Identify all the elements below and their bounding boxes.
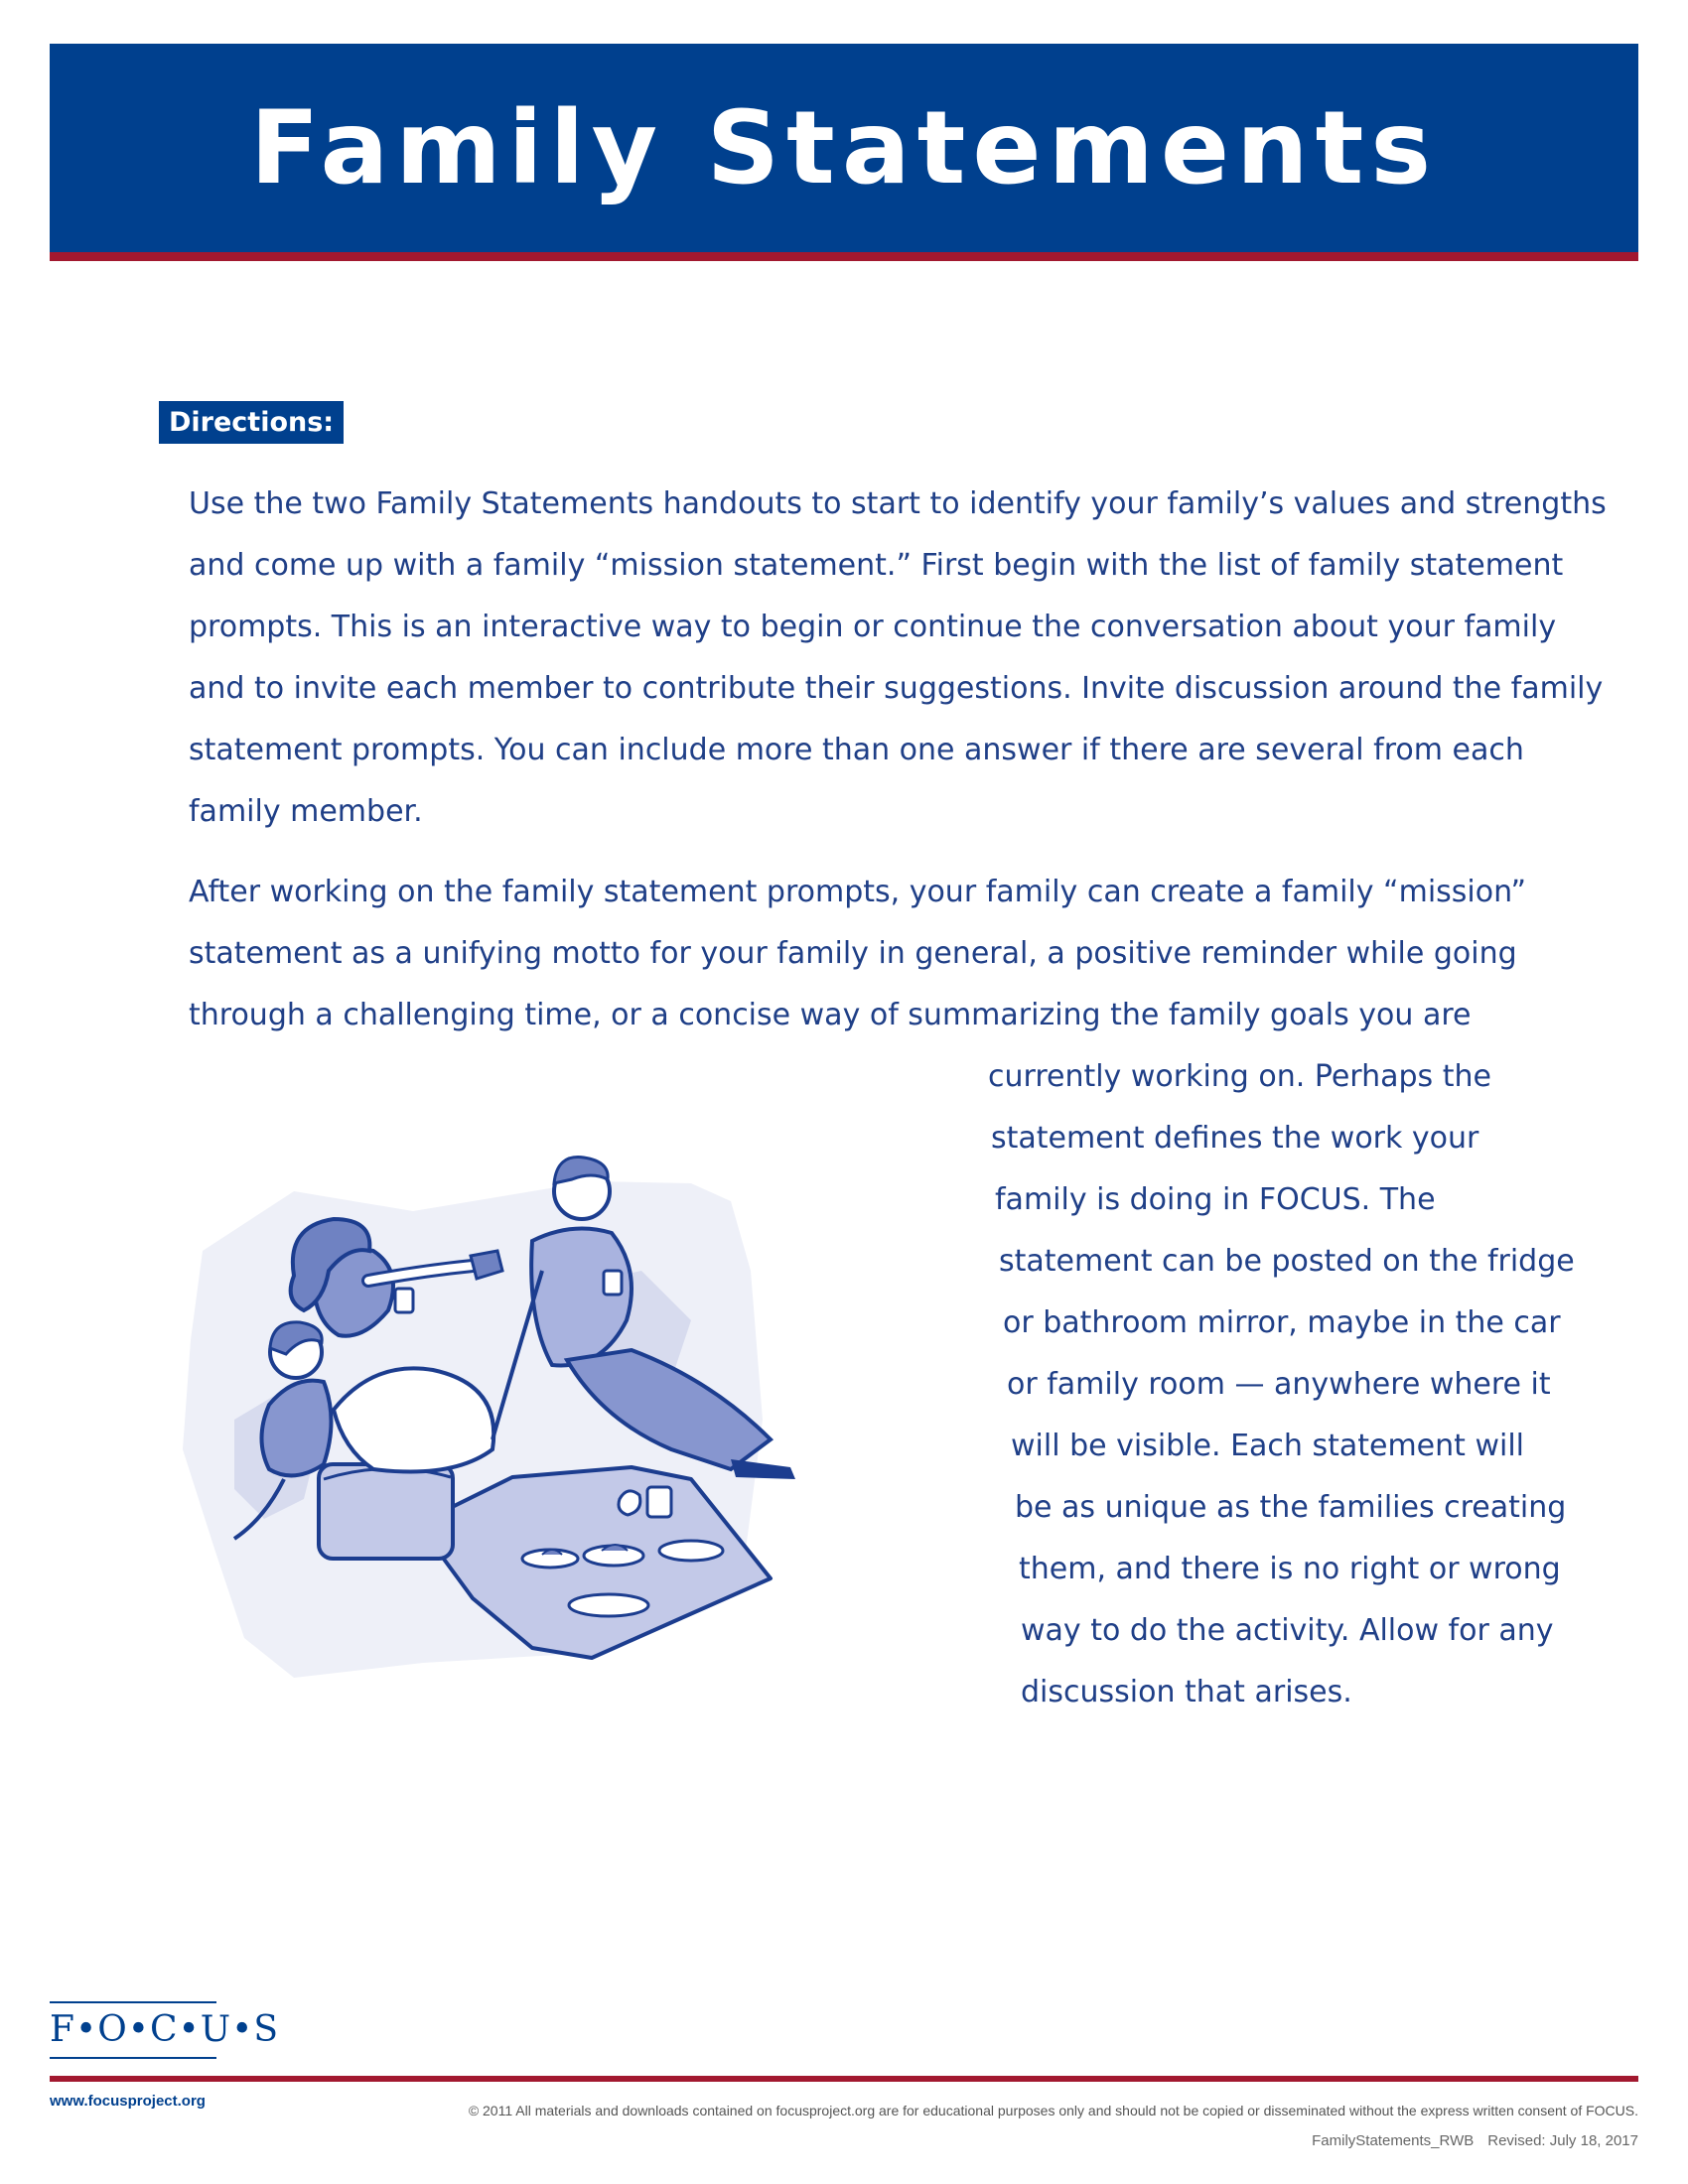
paragraph-line: Use the two Family Statements handouts to start to identify your family’s values and strengths xyxy=(189,486,1607,521)
paragraph-line: prompts. This is an interactive way to begin or continue the conversation about your family xyxy=(189,610,1557,644)
paragraph-line: statement as a unifying motto for your family in general, a positive reminder while going xyxy=(189,936,1517,971)
wrapped-line: currently working on. Perhaps the xyxy=(988,1059,1491,1094)
revision-info xyxy=(1298,2132,1638,2149)
wrapped-line: or bathroom mirror, maybe in the car xyxy=(1003,1305,1561,1340)
wrapped-line: way to do the activity. Allow for any xyxy=(1021,1613,1554,1648)
paragraph-line: After working on the family statement prompts, your family can create a family “mission” xyxy=(189,875,1527,909)
logo-rule-bottom xyxy=(50,2057,216,2059)
paragraph-line: and to invite each member to contribute their suggestions. Invite discussion around the family xyxy=(189,671,1604,706)
directions-paragraph-1 xyxy=(189,474,1607,843)
site-url-link[interactable]: www.focusproject.org xyxy=(50,2093,206,2110)
paragraph-line: family member. xyxy=(189,794,423,829)
wrapped-line: discussion that arises. xyxy=(1021,1675,1352,1709)
directions-paragraph-2 xyxy=(189,862,1526,1046)
wrapped-line: be as unique as the families creating xyxy=(1015,1490,1567,1525)
paragraph-line: and come up with a family “mission statement.” First begin with the list of family statement xyxy=(189,548,1564,583)
wrapped-line: will be visible. Each statement will xyxy=(1011,1429,1524,1463)
copyright-notice: © 2011 All materials and downloads contained on focusproject.org are for educational purposes only and should not be copied or disseminated without the express written consent of FOCUS. xyxy=(468,2103,1638,2118)
wrapped-line: statement defines the work your xyxy=(991,1121,1479,1156)
wrapped-line: or family room — anywhere where it xyxy=(1007,1367,1551,1402)
doc-id: FamilyStatements_RWB xyxy=(1312,2132,1475,2149)
wrapped-line: statement can be posted on the fridge xyxy=(999,1244,1575,1279)
page-title: Family Statements xyxy=(249,88,1439,207)
logo-text: F•O•C•U•S xyxy=(50,2009,279,2050)
wrapped-line: family is doing in FOCUS. The xyxy=(995,1182,1436,1217)
header-rule xyxy=(50,252,1638,261)
revised-date: Revised: July 18, 2017 xyxy=(1487,2132,1638,2149)
paragraph-line: statement prompts. You can include more than one answer if there are several from each xyxy=(189,733,1524,767)
logo-rule-top xyxy=(50,2001,216,2003)
wrapped-line: them, and there is no right or wrong xyxy=(1019,1552,1561,1586)
directions-label: Directions: xyxy=(159,401,344,444)
family-picnic-illustration xyxy=(175,1122,969,1688)
footer-rule xyxy=(50,2076,1638,2082)
paragraph-line: through a challenging time, or a concise way of summarizing the family goals you are xyxy=(189,998,1472,1032)
